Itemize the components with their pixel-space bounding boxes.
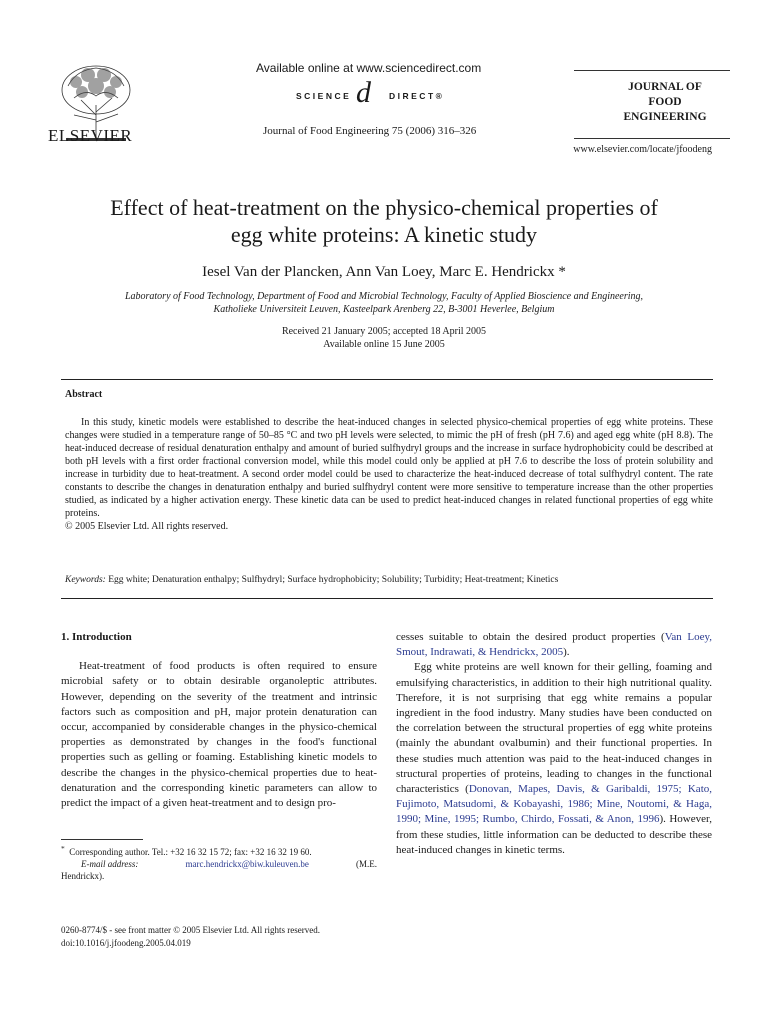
keywords-list: Egg white; Denaturation enthalpy; Sulfhydryl; Surface hydrophobicity; Solubility; Turbidity; Heat-treatment; Kinetics [108,575,559,585]
journal-name [612,80,718,125]
footnote-rule [61,839,143,840]
doi-line: doi:10.1016/j.jfoodeng.2005.04.019 [61,937,191,948]
paragraph-text: ). [563,646,570,659]
journal-citation: Journal of Food Engineering 75 (2006) 316–326 [263,125,477,137]
sciencedirect-logo [296,76,456,109]
journal-name-line: JOURNAL OF [628,81,702,93]
paragraph-text: ). However, from these studies, little information can be deducted to describe these heat-induced changes in kinetic terms. [396,813,712,856]
footnote-name: Hendrickx). [61,871,105,881]
journal-name-line: FOOD [648,96,682,108]
egg-white-paragraph [396,660,712,858]
journal-name-line: ENGINEERING [623,111,707,123]
available-date: Available online 15 June 2005 [323,338,445,350]
abstract-top-rule [61,379,713,380]
footnote-mark: * [61,844,65,853]
paragraph-text: Egg white proteins are well known for their gelling, foaming and emulsifying characteristics, in addition to their high nutritional quality. Therefore, it is not surprising that egg white remains a popular ingredient in the food industry. Many studies have been conducted on the correlation between the structural properties of egg white proteins (mainly the abundant ovalbumin) and their functional properties. In these studies much attention was paid to the heat-induced changes in structural properties of proteins, leading to changes in the functional characteristics ( [396,661,712,796]
corresponding-author-note [61,843,377,858]
abstract-text: In this study, kinetic models were established to describe the heat-induced changes in selected physico-chemical properties of egg white proteins. These changes were studied in a temperature range of 50–85 °C and two pH levels were selected, to mimic the pH of fresh (pH 7.6) and aged egg white (pH 8.8). The heat-induced decrease of residual denaturation enthalpy and amount of buried sulfhydryl groups and the increase in surface hydrophobicity could be described at both pH levels with a first order fractional conversion model, while this model could only be applied at pH 7.6 to describe the loss of protein solubility and increase in turbidity due to heat-treatment. A second order model could be used to characterize the heat-induced decrease of total sulfhydryl content. The rate constants to describe the changes in denaturation enthalpy and buried sulfhydryl content were more sensitive to temperature increase than the other properties studied, as indicated by a higher activation energy. These kinetic data can be used to predict heat-induced changes in related functional properties of egg white proteins. [65,417,713,519]
paragraph-text: cesses suitable to obtain the desired product properties ( [396,631,665,643]
title-line: egg white proteins: A kinetic study [230,222,538,247]
copyright-notice: © 2005 Elsevier Ltd. All rights reserved. [65,521,229,532]
title-line: Effect of heat-treatment on the physico-chemical properties of [110,195,658,220]
article-title [60,194,708,248]
keywords [65,575,713,585]
citation-link[interactable]: Van Loey, Smout, Indrawati, & Hendrickx, 2005 [396,631,712,659]
right-column [396,630,712,858]
email-suffix: (M.E. [356,859,377,869]
affiliation-line: Laboratory of Food Technology, Department of Food and Microbial Technology, Faculty of Applied Bioscience and Engineering, [124,291,644,302]
article-dates [60,326,708,351]
corresponding-text: Corresponding author. Tel.: +32 16 32 15 72; fax: +32 16 32 19 60. [69,847,312,857]
affiliation [60,291,708,316]
journal-box-bottom-rule [574,138,730,139]
email-label: E-mail address: [81,859,139,869]
available-online-text: Available online at www.sciencedirect.com [256,61,482,75]
left-column [61,630,377,811]
citation-link[interactable]: Donovan, Mapes, Davis, & Garibaldi, 1975; Kato, Fujimoto, Matsudomi, & Kobayashi, 1986; Mine, Noutomi, & Haga, 1990; Mine, 1995; Rumbo, Chirdo, Fossati, & Anon, 1996 [396,783,712,826]
footnote [61,843,377,882]
journal-box-top-rule [574,70,730,71]
page-footer [61,924,320,949]
affiliation-line: Katholieke Universiteit Leuven, Kasteelpark Arenberg 22, B-3001 Heverlee, Belgium [213,303,555,315]
abstract-bottom-rule [61,598,713,599]
brand-at-icon: d [356,76,371,109]
keywords-label: Keywords: [65,575,106,585]
journal-url-link[interactable]: www.elsevier.com/locate/jfoodeng [573,144,712,155]
received-date: Received 21 January 2005; accepted 18 April 2005 [281,326,487,337]
continued-paragraph [396,630,712,660]
abstract-body [65,416,713,533]
intro-paragraph: Heat-treatment of food products is often required to ensure microbial safety or to obtain desirable organoleptic attributes. However, depending on the severity of the treatment and intrinsic factors such as composition and pH, major protein denaturation can occur, accompanied by considerable changes in the physico-chemical properties as demonstrated by changes in the food's functional properties such as gelling or foaming. Establishing kinetic models to describe the changes in the physico-chemical properties due to heat-denaturation and the corresponding kinetic parameters can allow to predict the impact of a given heat-treatment and to design pro- [61,660,377,810]
brand-right: DIRECT® [389,91,445,101]
abstract-heading: Abstract [65,389,103,400]
brand-left: SCIENCE [296,91,352,101]
section-heading: 1. Introduction [61,631,132,643]
email-link[interactable]: marc.hendrickx@biw.kuleuven.be [185,859,309,869]
email-line [61,858,377,870]
authors: Iesel Van der Plancken, Ann Van Loey, Marc E. Hendrickx * [202,264,566,280]
front-matter-line: 0260-8774/$ - see front matter © 2005 Elsevier Ltd. All rights reserved. [61,925,321,935]
publisher-name: ELSEVIER [48,126,133,145]
